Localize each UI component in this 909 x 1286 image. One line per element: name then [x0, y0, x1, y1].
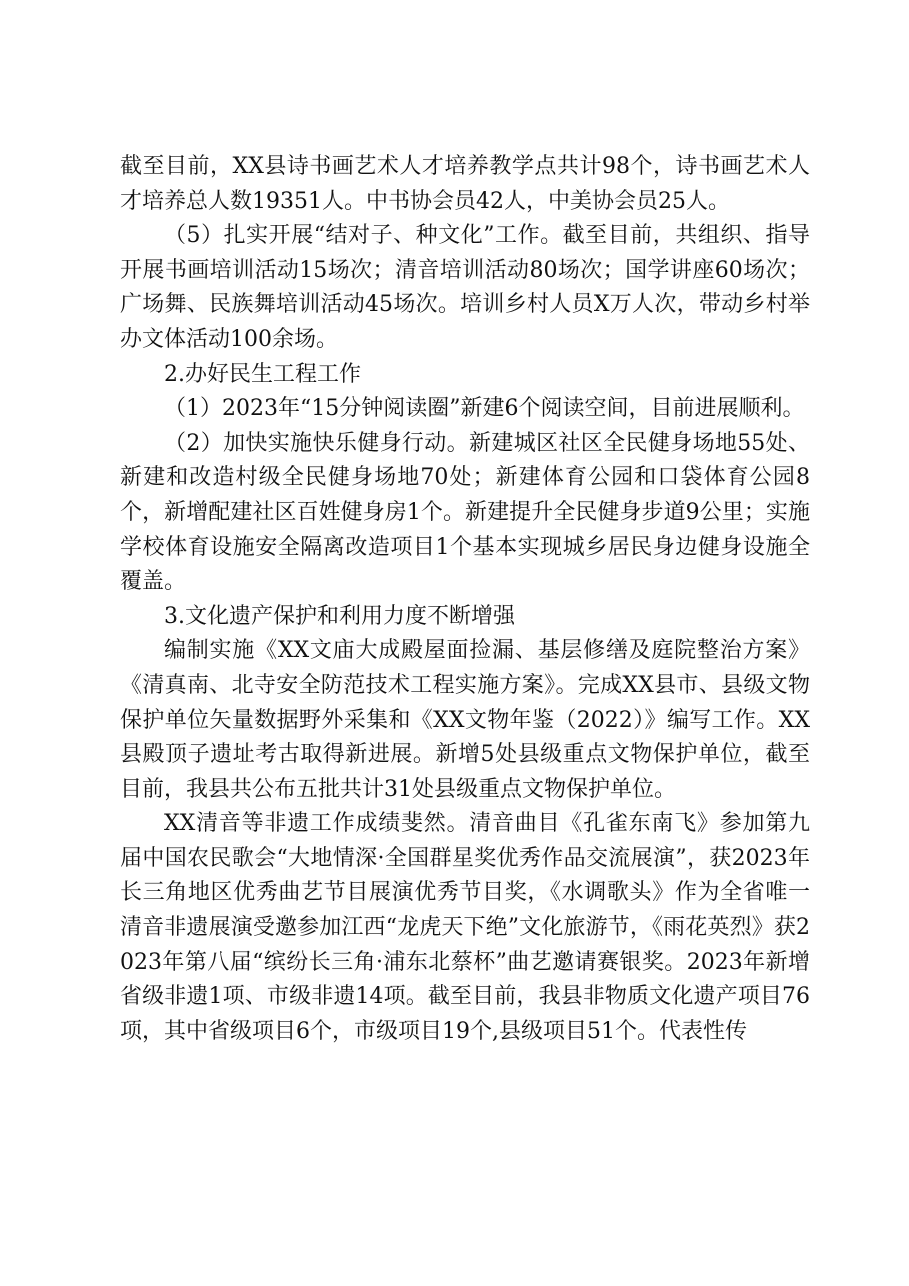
section-heading-livelihood-projects: 2.办好民生工程工作: [164, 361, 361, 387]
paragraph-reading-circle: （1）2023年“15分钟阅读圈”新建6个阅读空间，目前进展顺利。: [164, 396, 805, 422]
paragraph-pairing-culture-work: （5）扎实开展“结对子、种文化”工作。截至目前，共组织、指导开展书画培训活动15场次；清音培训活动80场次；国学讲座60场次；广场舞、民族舞培训活动45场次。培训乡村人员X万人次，带动乡村举办文体活动100余场。: [120, 223, 810, 352]
paragraph-cultural-relics: 编制实施《XX文庙大成殿屋面捡漏、基层修缮及庭院整治方案》《清真南、北寺安全防范技术工程实施方案》。完成XX县市、县级文物保护单位矢量数据野外采集和《XX文物年鉴（2022）》编写工作。XX县殿顶子遗址考古取得新进展。新增5处县级重点文物保护单位，截至目前，我县共公布五批共计31处县级重点文物保护单位。: [120, 638, 810, 802]
paragraph-art-talent-training: 截至目前，XX县诗书画艺术人才培养教学点共计98个，诗书画艺术人才培养总人数19351人。中书协会员42人，中美协会员25人。: [120, 154, 810, 214]
document-body: [120, 150, 810, 1049]
paragraph-intangible-heritage: XX清音等非遗工作成绩斐然。清音曲目《孔雀东南飞》参加第九届中国农民歌会“大地情深·全国群星奖优秀作品交流展演”，获2023年长三角地区优秀曲艺节目展演优秀节目奖，《水调歌头》作为全省唯一清音非遗展演受邀参加江西“龙虎天下绝”文化旅游节，《雨花英烈》获2023年第八届“缤纷长三角·浦东北蔡杯”曲艺邀请赛银奖。2023年新增省级非遗1项、市级非遗14项。截至目前，我县非物质文化遗产项目76项，其中省级项目6个，市级项目19个,县级项目51个。代表性传: [120, 811, 810, 1044]
paragraph-fitness-action: （2）加快实施快乐健身行动。新建城区社区全民健身场地55处、新建和改造村级全民健身场地70处；新建体育公园和口袋体育公园8个，新增配建社区百姓健身房1个。新建提升全民健身步道9公里；实施学校体育设施安全隔离改造项目1个基本实现城乡居民身边健身设施全覆盖。: [120, 430, 810, 595]
section-heading-cultural-heritage: 3.文化遗产保护和利用力度不断增强: [164, 603, 515, 629]
